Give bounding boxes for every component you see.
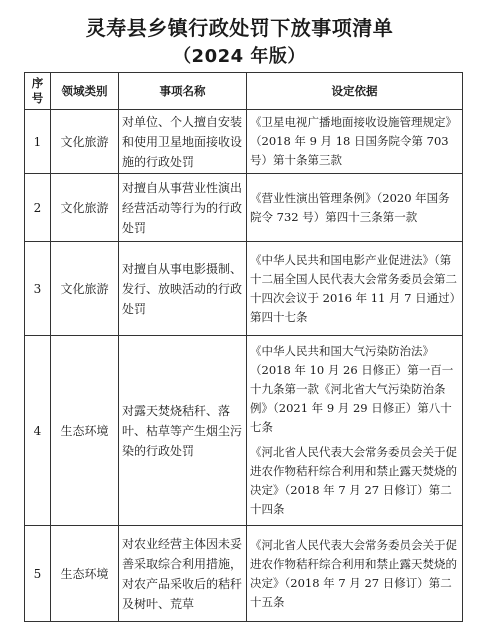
row-basis xyxy=(247,336,463,526)
table-row xyxy=(25,242,463,336)
row-no: 3 xyxy=(25,242,51,336)
row-item: 对单位、个人擅自安装和使用卫星地面接收设施的行政处罚 xyxy=(119,110,247,174)
row-category: 生态环境 xyxy=(51,526,119,622)
row-basis: 《卫星电视广播地面接收设施管理规定》（2018 年 9 月 18 日国务院令第 703 号）第十条第三款 xyxy=(247,110,463,174)
row-item: 对擅自从事营业性演出经营活动等行为的行政处罚 xyxy=(119,174,247,242)
row-basis: 《河北省人民代表大会常务委员会关于促进农作物秸秆综合利用和禁止露天焚烧的决定》（2018 年 7 月 27 日修订）第二十五条 xyxy=(247,526,463,622)
row-no: 4 xyxy=(25,336,51,526)
table-row xyxy=(25,174,463,242)
row-basis: 《营业性演出管理条例》（2020 年国务院令 732 号）第四十三条第一款 xyxy=(247,174,463,242)
document-title: 灵寿县乡镇行政处罚下放事项清单 xyxy=(85,16,394,40)
row-no: 5 xyxy=(25,526,51,622)
row-item: 对露天焚烧秸秆、落叶、枯草等产生烟尘污染的行政处罚 xyxy=(119,336,247,526)
document-subtitle: （2024 年版） xyxy=(173,46,306,67)
row-basis: 《中华人民共和国电影产业促进法》（第十二届全国人民代表大会常务委员会第二十四次会议于 2016 年 11 月 7 日通过）第四十七条 xyxy=(247,242,463,336)
row-item: 对擅自从事电影摄制、发行、放映活动的行政处罚 xyxy=(119,242,247,336)
row-item: 对农业经营主体因未妥善采取综合利用措施，对农产品采收后的秸秆及树叶、荒草 xyxy=(119,526,247,622)
row-no: 2 xyxy=(25,174,51,242)
row-category: 文化旅游 xyxy=(51,242,119,336)
table-row xyxy=(25,526,463,622)
row-category: 文化旅游 xyxy=(51,110,119,174)
header-no: 序号 xyxy=(25,73,51,110)
row-category: 生态环境 xyxy=(51,336,119,526)
row-category: 文化旅游 xyxy=(51,174,119,242)
header-basis: 设定依据 xyxy=(247,73,463,110)
table-row xyxy=(25,110,463,174)
table-row xyxy=(25,336,463,526)
table-header-row xyxy=(25,73,463,110)
header-category: 领域类别 xyxy=(51,73,119,110)
basis-paragraph: 《中华人民共和国大气污染防治法》（2018 年 10 月 26 日修正）第一百一十九条第一款《河北省大气污染防治条例》（2021 年 9 月 29 日修正）第八十七条 xyxy=(250,344,454,434)
items-table xyxy=(24,72,463,622)
row-no: 1 xyxy=(25,110,51,174)
header-item: 事项名称 xyxy=(119,73,247,110)
basis-paragraph: 《河北省人民代表大会常务委员会关于促进农作物秸秆综合利用和禁止露天焚烧的决定》（2018 年 7 月 27 日修订）第二十四条 xyxy=(250,445,457,516)
